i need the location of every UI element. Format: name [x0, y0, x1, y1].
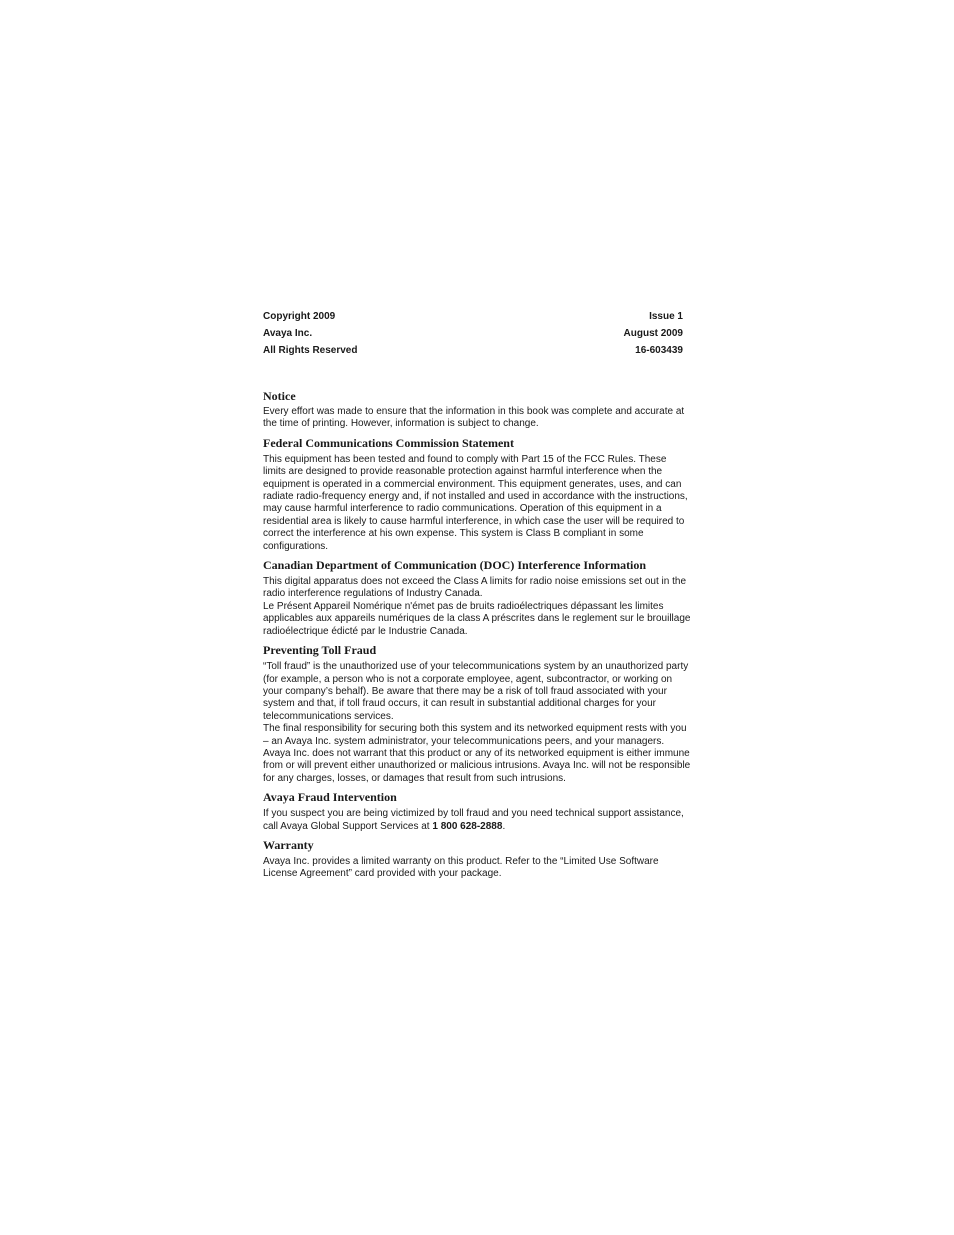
- warranty-text: Avaya Inc. provides a limited warranty on this product. Refer to the “Limited Use Software License Agreement” card provided with your package.: [263, 855, 659, 880]
- issue-label: Issue 1: [649, 311, 683, 322]
- copyright-block: [263, 308, 691, 359]
- meta-row-rights: [263, 342, 691, 359]
- toll-fraud-section: [263, 643, 691, 785]
- notice-heading: Notice: [263, 389, 296, 403]
- doc-section: [263, 558, 691, 638]
- notice-section: [263, 389, 691, 431]
- fcc-text: This equipment has been tested and found to comply with Part 15 of the FCC Rules. These limits are designed to provide reasonable protection against harmful interference when the equipment is operated in a commercial environment. This equipment generates, uses, and can radiate radio-frequency energy and, if not installed and used in accordance with the instructions, may cause harmful interference to radio communications. Operation of this equipment in a residential area is likely to cause harmful interference, in which case the user will be required to correct the interference at his own expense. This system is Class B compliant in some configurations.: [263, 453, 688, 552]
- doc-text-english: This digital apparatus does not exceed the Class A limits for radio noise emissions set out in the radio interference regulations of Industry Canada.: [263, 576, 687, 600]
- toll-fraud-text-1: “Toll fraud” is the unauthorized use of your telecommunications system by an unauthorized party (for example, a person who is not a corporate employee, agent, subcontractor, or working on your company’s behalf). Be aware that there may be a risk of toll fraud associated with your system and that, if toll fraud occurs, it can result in substantial additional charges for your telecommunications services.: [263, 661, 689, 722]
- meta-row-company: [263, 325, 691, 342]
- issue-date: August 2009: [623, 328, 683, 339]
- document-page: [263, 308, 691, 881]
- fraud-intervention-heading: Avaya Fraud Intervention: [263, 790, 397, 805]
- doc-text-french: Le Présent Appareil Nomérique n'émet pas de bruits radioélectriques dépassant les limites applicables aux appareils numériques de la class A préscrites dans le reglement sur le brouillage radioélectrique édicté par le Industrie Canada.: [263, 600, 691, 637]
- warranty-section: [263, 838, 691, 881]
- fraud-intervention-text-before: If you suspect you are being victimized by toll fraud and you need technical support assistance, call Avaya Global Support Services at: [263, 808, 684, 832]
- fraud-intervention-section: [263, 790, 691, 833]
- notice-text: Every effort was made to ensure that the information in this book was complete and accurate at the time of printing. However, information is subject to change.: [263, 406, 685, 430]
- support-phone-number: 1 800 628-2888: [432, 820, 503, 832]
- fcc-heading: Federal Communications Commission Statement: [263, 435, 514, 450]
- doc-heading: Canadian Department of Communication (DOC) Interference Information: [263, 558, 647, 573]
- toll-fraud-heading: Preventing Toll Fraud: [263, 643, 377, 658]
- fraud-intervention-text: [263, 808, 691, 833]
- fcc-section: [263, 436, 691, 553]
- document-number: 16-603439: [635, 345, 683, 356]
- copyright-label: Copyright 2009: [263, 311, 336, 322]
- rights-label: All Rights Reserved: [263, 345, 358, 356]
- meta-row-copyright: [263, 308, 691, 325]
- fraud-intervention-text-after: .: [502, 820, 506, 832]
- toll-fraud-text-2: The final responsibility for securing both this system and its networked equipment rests with you – an Avaya Inc. system administrator, your telecommunications peers, and your managers. Avaya Inc. does not warrant that this product or any of its networked equipment is either immune from or will prevent either unauthorized or malicious intrusions. Avaya Inc. will not be responsible for any charges, losses, or damages that result from such intrusions.: [263, 723, 691, 784]
- warranty-heading: Warranty: [263, 837, 314, 852]
- company-name: Avaya Inc.: [263, 328, 313, 339]
